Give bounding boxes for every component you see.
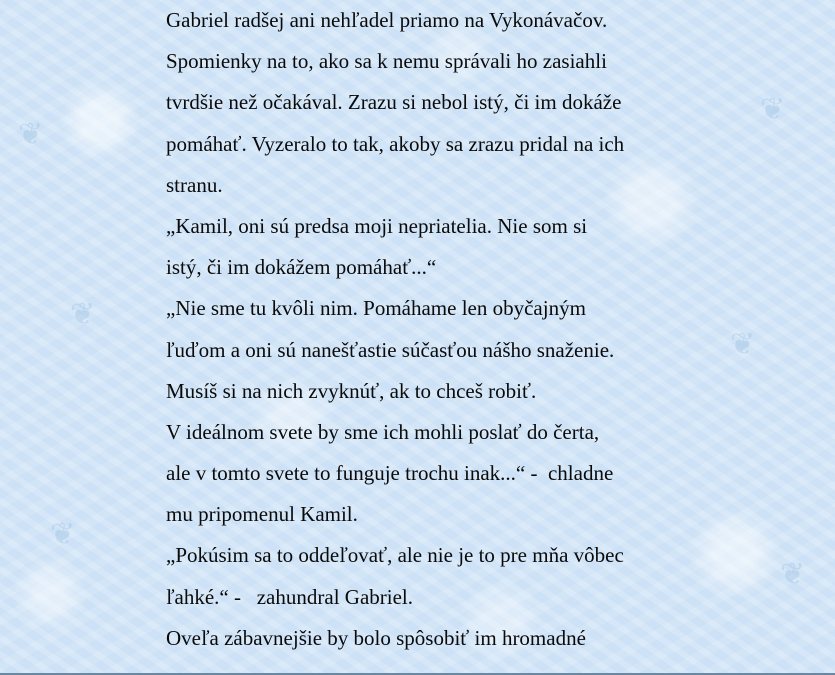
background-ornament: ❦ xyxy=(70,297,96,332)
text-line: Musíš si na nich zvyknúť, ak to chceš robiť. xyxy=(166,378,537,403)
text-line: „Kamil, oni sú predsa moji nepriatelia. Nie som si xyxy=(166,213,588,238)
background-ornament: ❦ xyxy=(730,327,756,362)
text-line: Spomienky na to, ako sa k nemu správali ho zasiahli xyxy=(166,49,607,74)
text-line: istý, či im dokážem pomáhať...“ xyxy=(166,255,437,280)
text-line: mu pripomenul Kamil. xyxy=(166,502,358,527)
background-ornament: ❦ xyxy=(50,517,76,552)
background-ornament: ❦ xyxy=(18,117,44,152)
background-ornament: ❦ xyxy=(780,557,806,592)
document-text xyxy=(166,0,726,659)
text-line: ale v tomto svete to funguje trochu inak...“ - chladne xyxy=(166,461,614,486)
text-line: V ideálnom svete by sme ich mohli poslať do čerta, xyxy=(166,419,600,444)
text-line: ľuďom a oni sú nanešťastie súčasťou nášho snaženie. xyxy=(166,337,615,362)
background-ornament: ❦ xyxy=(760,92,786,127)
text-line: ľahké.“ - zahundral Gabriel. xyxy=(166,584,413,609)
text-line: tvrdšie než očakával. Zrazu si nebol istý, či im dokáže xyxy=(166,90,622,115)
text-line: „Pokúsim sa to oddeľovať, ale nie je to pre mňa vôbec xyxy=(166,543,624,568)
text-line: stranu. xyxy=(166,172,223,197)
text-line: Gabriel radšej ani nehľadel priamo na Vykonávačov. xyxy=(166,8,608,32)
text-line: pomáhať. Vyzeralo to tak, akoby sa zrazu pridal na ich xyxy=(166,131,625,156)
text-line: „Nie sme tu kvôli nim. Pomáhame len obyčajným xyxy=(166,296,586,321)
text-line: Oveľa zábavnejšie by bolo spôsobiť im hromadné xyxy=(166,625,586,650)
